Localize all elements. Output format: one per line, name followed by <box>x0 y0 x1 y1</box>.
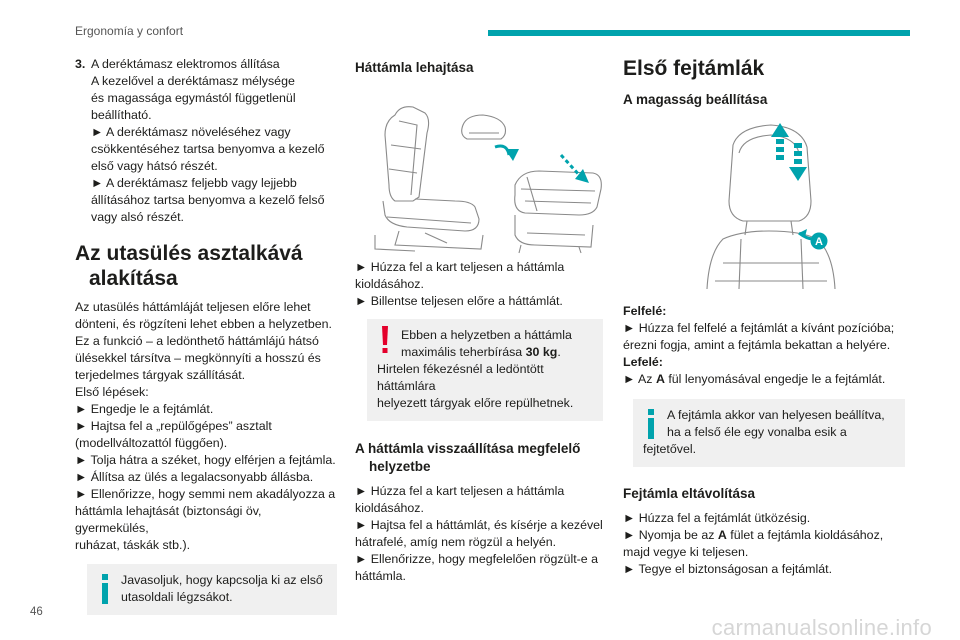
note-line: A fejtámla akkor van helyesen beállítva, <box>667 408 885 422</box>
text-line: érezni fogja, amint a fejtámla bekattan a helyére. <box>623 338 891 352</box>
warn-line: helyezett tárgyak előre repülhetnek. <box>377 396 574 410</box>
text: fület a fejtámla kioldásához, <box>726 528 884 542</box>
down-label: Lefelé: <box>623 355 663 369</box>
text-line: A deréktámasz elektromos állítása <box>91 57 280 71</box>
text-line: ► Tegye el biztonságosan a fejtámlát. <box>623 562 833 576</box>
text-line: ► Hajtsa fel a háttámlát, és kísérje a kezével <box>355 518 603 532</box>
text-line: Ez a funkció – a ledönthető háttámlájú hátsó <box>75 334 319 348</box>
text-line: hátrafelé, amíg nem rögzül a helyén. <box>355 535 557 549</box>
section-title: Első fejtámlák <box>623 57 765 80</box>
note-line: ha a felső éle egy vonalba esik a <box>667 425 847 439</box>
column-left <box>75 56 337 615</box>
seat-folding-illustration <box>355 85 603 255</box>
subsection-title: A háttámla visszaállítása megfelelő <box>355 441 581 456</box>
text-line: vagy alsó részét. <box>91 210 184 224</box>
header-title: Ergonomía y confort <box>75 24 184 38</box>
tab-a-ref: A <box>655 372 665 386</box>
text-line: ► Tolja hátra a széket, hogy elférjen a fejtámla. <box>75 453 336 467</box>
headrest-illustration <box>623 113 905 291</box>
text-line <box>623 371 905 388</box>
header-accent-bar <box>488 30 910 36</box>
section-title: Az utasülés asztalkává <box>75 242 303 265</box>
restore-steps <box>355 483 603 585</box>
info-note <box>633 399 905 467</box>
text-line: (modellváltozattól függően). <box>75 436 228 450</box>
fold-steps <box>355 259 603 310</box>
text: ► Nyomja be az <box>623 528 718 542</box>
warn-weight-value: 30 kg <box>525 345 558 359</box>
text-line: dönteni, és rögzíteni lehet ebben a helyzetben. <box>75 317 332 331</box>
note-line: utasoldali légzsákot. <box>121 590 233 604</box>
column-middle <box>355 56 603 585</box>
warn-text: maximális teherbírása <box>401 345 526 359</box>
text-line: ► Hajtsa fel a „repülőgépes” asztalt <box>75 419 272 433</box>
text-line: ► Állítsa az ülés a legalacsonyabb állásba. <box>75 470 314 484</box>
column-right <box>623 56 905 578</box>
text-line: állításához tartsa benyomva a kezelő felső <box>91 193 325 207</box>
text-line: ülésekkel társítva – megkönnyíti a hosszú és <box>75 351 321 365</box>
text-line: ► A deréktámasz feljebb vagy lejjebb <box>91 176 297 190</box>
tab-a-ref: A <box>717 528 727 542</box>
text-line: háttámla. <box>355 569 406 583</box>
text: ► Az <box>623 372 656 386</box>
step-number: 3. <box>75 57 86 71</box>
text-line: ► Engedje le a fejtámlát. <box>75 402 214 416</box>
text-line: ► Húzza fel a kart teljesen a háttámla <box>355 260 565 274</box>
watermark: carmanualsonline.info <box>711 615 932 640</box>
text-line: első vagy hátsó részét. <box>91 159 218 173</box>
section-body <box>75 299 337 554</box>
text-line: kioldásához. <box>355 501 424 515</box>
text-line: Az utasülés háttámláját teljesen előre lehet <box>75 300 311 314</box>
text-line: ► Húzza fel a fejtámlát ütközésig. <box>623 511 811 525</box>
text: fül lenyomásával engedje le a fejtámlát. <box>664 372 886 386</box>
note-line: Javasoljuk, hogy kapcsolja ki az első <box>121 573 323 587</box>
section-title-cont: alakítása <box>89 267 178 290</box>
text-line: ► Húzza fel a kart teljesen a háttámla <box>355 484 565 498</box>
text-line: ruházat, táskák stb.). <box>75 538 191 552</box>
label-a: A <box>815 236 823 248</box>
subsection-title: Fejtámla eltávolítása <box>623 486 756 501</box>
warn-line: Hirtelen fékezésnél a ledöntött háttámlára <box>377 362 544 393</box>
warn-line <box>377 344 593 361</box>
subsection-title: A magasság beállítása <box>623 92 768 107</box>
text-line: Első lépések: <box>75 385 149 399</box>
text-line: ► Ellenőrizze, hogy semmi nem akadályozza a <box>75 487 336 501</box>
warning-icon <box>379 326 391 354</box>
text-line: beállítható. <box>91 108 152 122</box>
text-line: kioldásához. <box>355 277 424 291</box>
page-number: 46 <box>30 606 43 618</box>
up-label: Felfelé: <box>623 304 667 318</box>
step-3 <box>75 56 337 226</box>
text-line: majd vegye ki teljesen. <box>623 545 749 559</box>
text-line: ► Húzza fel felfelé a fejtámlát a kívánt pozícióba; <box>623 321 895 335</box>
text-line: és magassága egymástól függetlenül <box>91 91 296 105</box>
text-line <box>623 527 905 544</box>
warn-text: . <box>557 345 561 359</box>
note-line: fejtetővel. <box>643 442 697 456</box>
warning-note <box>367 319 603 421</box>
info-note <box>87 564 337 615</box>
text-line: csökkentéséhez tartsa benyomva a kezelő <box>91 142 325 156</box>
subsection-title: Háttámla lehajtása <box>355 60 474 75</box>
text-line: háttámla lehajtását (biztonsági öv, gyermekülés, <box>75 504 262 535</box>
step-3-text <box>91 56 325 226</box>
text-line: A kezelővel a deréktámasz mélysége <box>91 74 295 88</box>
text-line: terjedelmes tárgyak szállítását. <box>75 368 246 382</box>
text-line: ► Ellenőrizze, hogy megfelelően rögzült-e a <box>355 552 598 566</box>
info-icon <box>99 574 111 604</box>
text-line: ► A deréktámasz növeléséhez vagy <box>91 125 291 139</box>
info-icon <box>645 409 657 439</box>
warn-line: Ebben a helyzetben a háttámla <box>401 328 572 342</box>
subsection-title-cont: helyzetbe <box>369 459 431 474</box>
text-line: ► Billentse teljesen előre a háttámlát. <box>355 294 563 308</box>
